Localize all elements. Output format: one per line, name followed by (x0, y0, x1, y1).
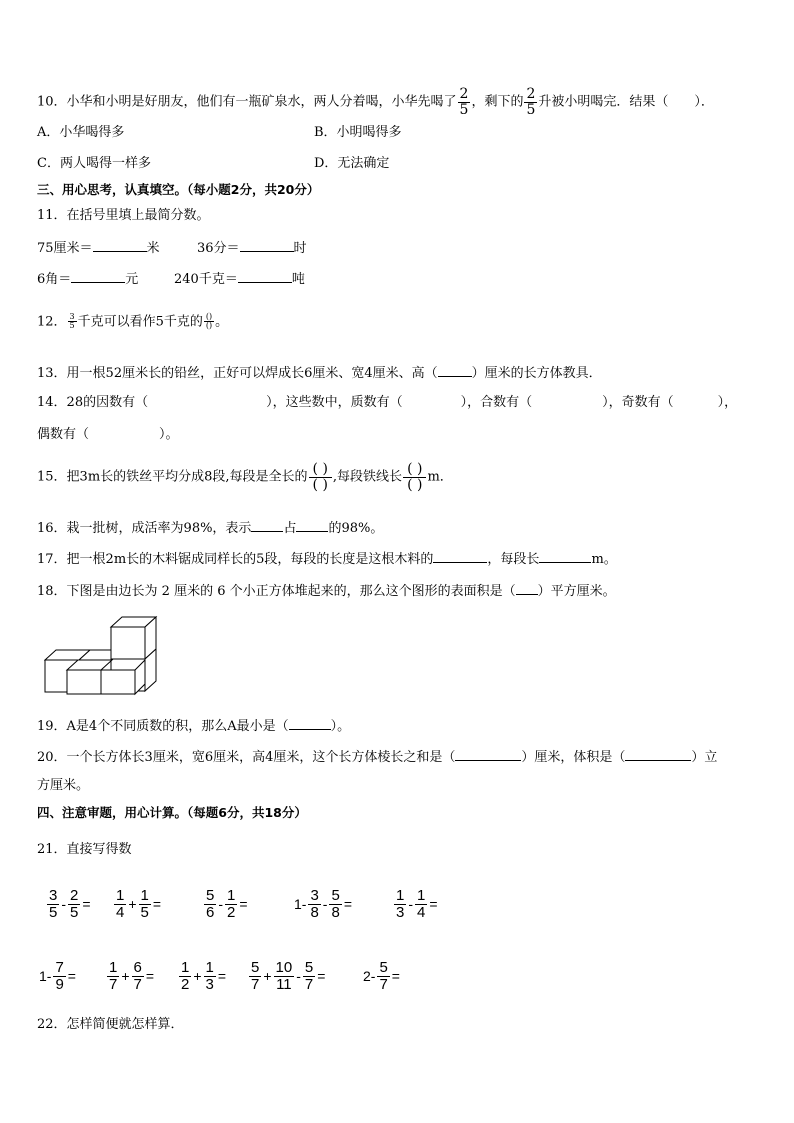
section-4-heading: 四、注意审题，用心计算。（每题6分，共18分） (37, 805, 307, 820)
q10-text: 10．小华和小明是好朋友，他们有一瓶矿泉水，两人分着喝，小华先喝了 (37, 94, 457, 110)
q11-item: 240千克＝ 吨 (174, 272, 305, 287)
fraction: $\frac{5}{7}$ (251, 959, 260, 993)
section-3-heading: 三、用心思考，认真填空。（每小题2分，共20分） (37, 182, 320, 197)
fraction: $\frac{7}{9}$ (55, 959, 64, 993)
q10-option-d: D．无法确定 (314, 156, 390, 171)
operator: 1- (294, 896, 307, 913)
question-14: 14．28的因数有（ ），这些数中，质数有（ ），合数有（ ），奇数有（ ）， (37, 395, 738, 410)
question-21-title: 21．直接写得数 (37, 842, 132, 857)
q10-option-a: A．小华喝得多 (37, 125, 125, 140)
question-20: 20．一个长方体长3厘米，宽6厘米，高4厘米，这个长方体棱长之和是（ ）厘米，体积是（ ）立 (37, 750, 718, 765)
operator: - (408, 896, 414, 913)
q11-item: 75厘米＝ 米 (37, 241, 160, 256)
question-13: 13．用一根52厘米长的铅丝，正好可以焊成长6厘米、宽4厘米、高（ ）厘米的长方体教具． (37, 366, 602, 381)
operator: = (67, 968, 76, 985)
fraction: $\frac{1}{4}$ (417, 887, 426, 921)
operator: = (343, 896, 352, 913)
question-15: 15．把3m长的铁丝平均分成8段,每段是全长的 ( ) ( ) ,每段铁线长 ( ) ( ) m． (37, 461, 453, 493)
fraction: $\frac{10}{11}$ (275, 959, 293, 993)
fraction: $\frac{5}{7}$ (379, 959, 388, 993)
operator: - (322, 896, 328, 913)
fraction: $\frac{5}{7}$ (304, 959, 314, 993)
q10-option-b: B．小明喝得多 (314, 125, 402, 140)
fraction: ( ) ( ) (309, 462, 332, 492)
cube-figure (44, 615, 164, 699)
fraction: $\frac{1}{2}$ (227, 887, 236, 921)
operator: - (296, 968, 301, 985)
question-10: 10．小华和小明是好朋友，他们有一瓶矿泉水，两人分着喝，小华先喝了 $\frac{2}{5}$ ，剩下的 $\frac{2}{5}$ 升被小明喝完．结果（ ）． (37, 86, 714, 118)
calc-expression (106, 960, 155, 993)
question-20-line2: 方厘米。 (37, 778, 90, 793)
fraction: $\frac{3}{5}$ (69, 312, 75, 331)
question-14-line2: 偶数有（ ）。 (37, 427, 179, 442)
q11-item: 6角＝ 元 (37, 272, 139, 287)
question-22-title: 22．怎样简便就怎样算． (37, 1017, 184, 1032)
fraction: $\frac{1}{3}$ (396, 887, 405, 921)
fraction: $\frac{2}{5}$ (70, 887, 79, 921)
calc-expression (248, 960, 326, 993)
fraction: $\frac{1}{3}$ (205, 959, 214, 993)
fraction: $\frac{1}{7}$ (109, 959, 118, 993)
fraction: $\frac{2}{5}$ (459, 86, 469, 118)
operator: = (317, 968, 326, 985)
fraction: $\frac{3}{8}$ (310, 887, 319, 921)
question-12: 12． $\frac{3}{5}$ 千克可以看作5千克的 () () 。 (37, 312, 229, 331)
fraction: $\frac{5}{8}$ (331, 887, 340, 921)
calc-expression (46, 888, 92, 921)
question-11-title: 11．在括号里填上最简分数。 (37, 208, 210, 223)
operator: = (429, 896, 438, 913)
fraction: $\frac{1}{4}$ (116, 887, 125, 921)
operator: = (145, 968, 155, 985)
question-18: 18．下图是由边长为 2 厘米的 6 个小正方体堆起来的，那么这个图形的表面积是（ ）平方厘米。 (37, 584, 616, 599)
fraction: $\frac{3}{5}$ (49, 887, 58, 921)
calc-expression (362, 960, 401, 993)
question-19: 19．A是4个不同质数的积，那么A最小是（ ）。 (37, 719, 351, 734)
operator: + (263, 968, 272, 985)
fraction: $\frac{1}{2}$ (181, 959, 190, 993)
question-17: 17．把一根2m长的木料锯成同样长的5段，每段的长度是这根木料的 ，每段长 m。 (37, 552, 617, 567)
operator: 2- (363, 968, 376, 985)
fraction: ( ) ( ) (403, 462, 426, 492)
operator: = (391, 968, 400, 985)
fraction: $\frac{5}{6}$ (206, 887, 215, 921)
calc-expression (293, 888, 353, 921)
fraction: () () (205, 312, 213, 331)
operator: = (82, 896, 91, 913)
q11-item: 36分＝ 时 (197, 241, 307, 256)
operator: = (152, 896, 162, 913)
operator: + (121, 968, 130, 985)
calc-expression (393, 888, 439, 921)
operator: + (193, 968, 202, 985)
operator: = (217, 968, 227, 985)
operator: - (218, 896, 224, 913)
fraction: $\frac{6}{7}$ (133, 959, 142, 993)
question-16: 16．栽一批树，成活率为98%，表示 占 的98%。 (37, 521, 384, 536)
operator: = (239, 896, 248, 913)
calc-expression (178, 960, 227, 993)
calc-expression (113, 888, 162, 921)
operator: - (61, 896, 67, 913)
operator: 1- (39, 968, 52, 985)
fraction: $\frac{2}{5}$ (526, 86, 536, 118)
fraction: $\frac{1}{5}$ (140, 887, 149, 921)
q10-option-c: C．两人喝得一样多 (37, 156, 151, 171)
operator: + (128, 896, 137, 913)
calc-expression (203, 888, 249, 921)
calc-expression (38, 960, 77, 993)
